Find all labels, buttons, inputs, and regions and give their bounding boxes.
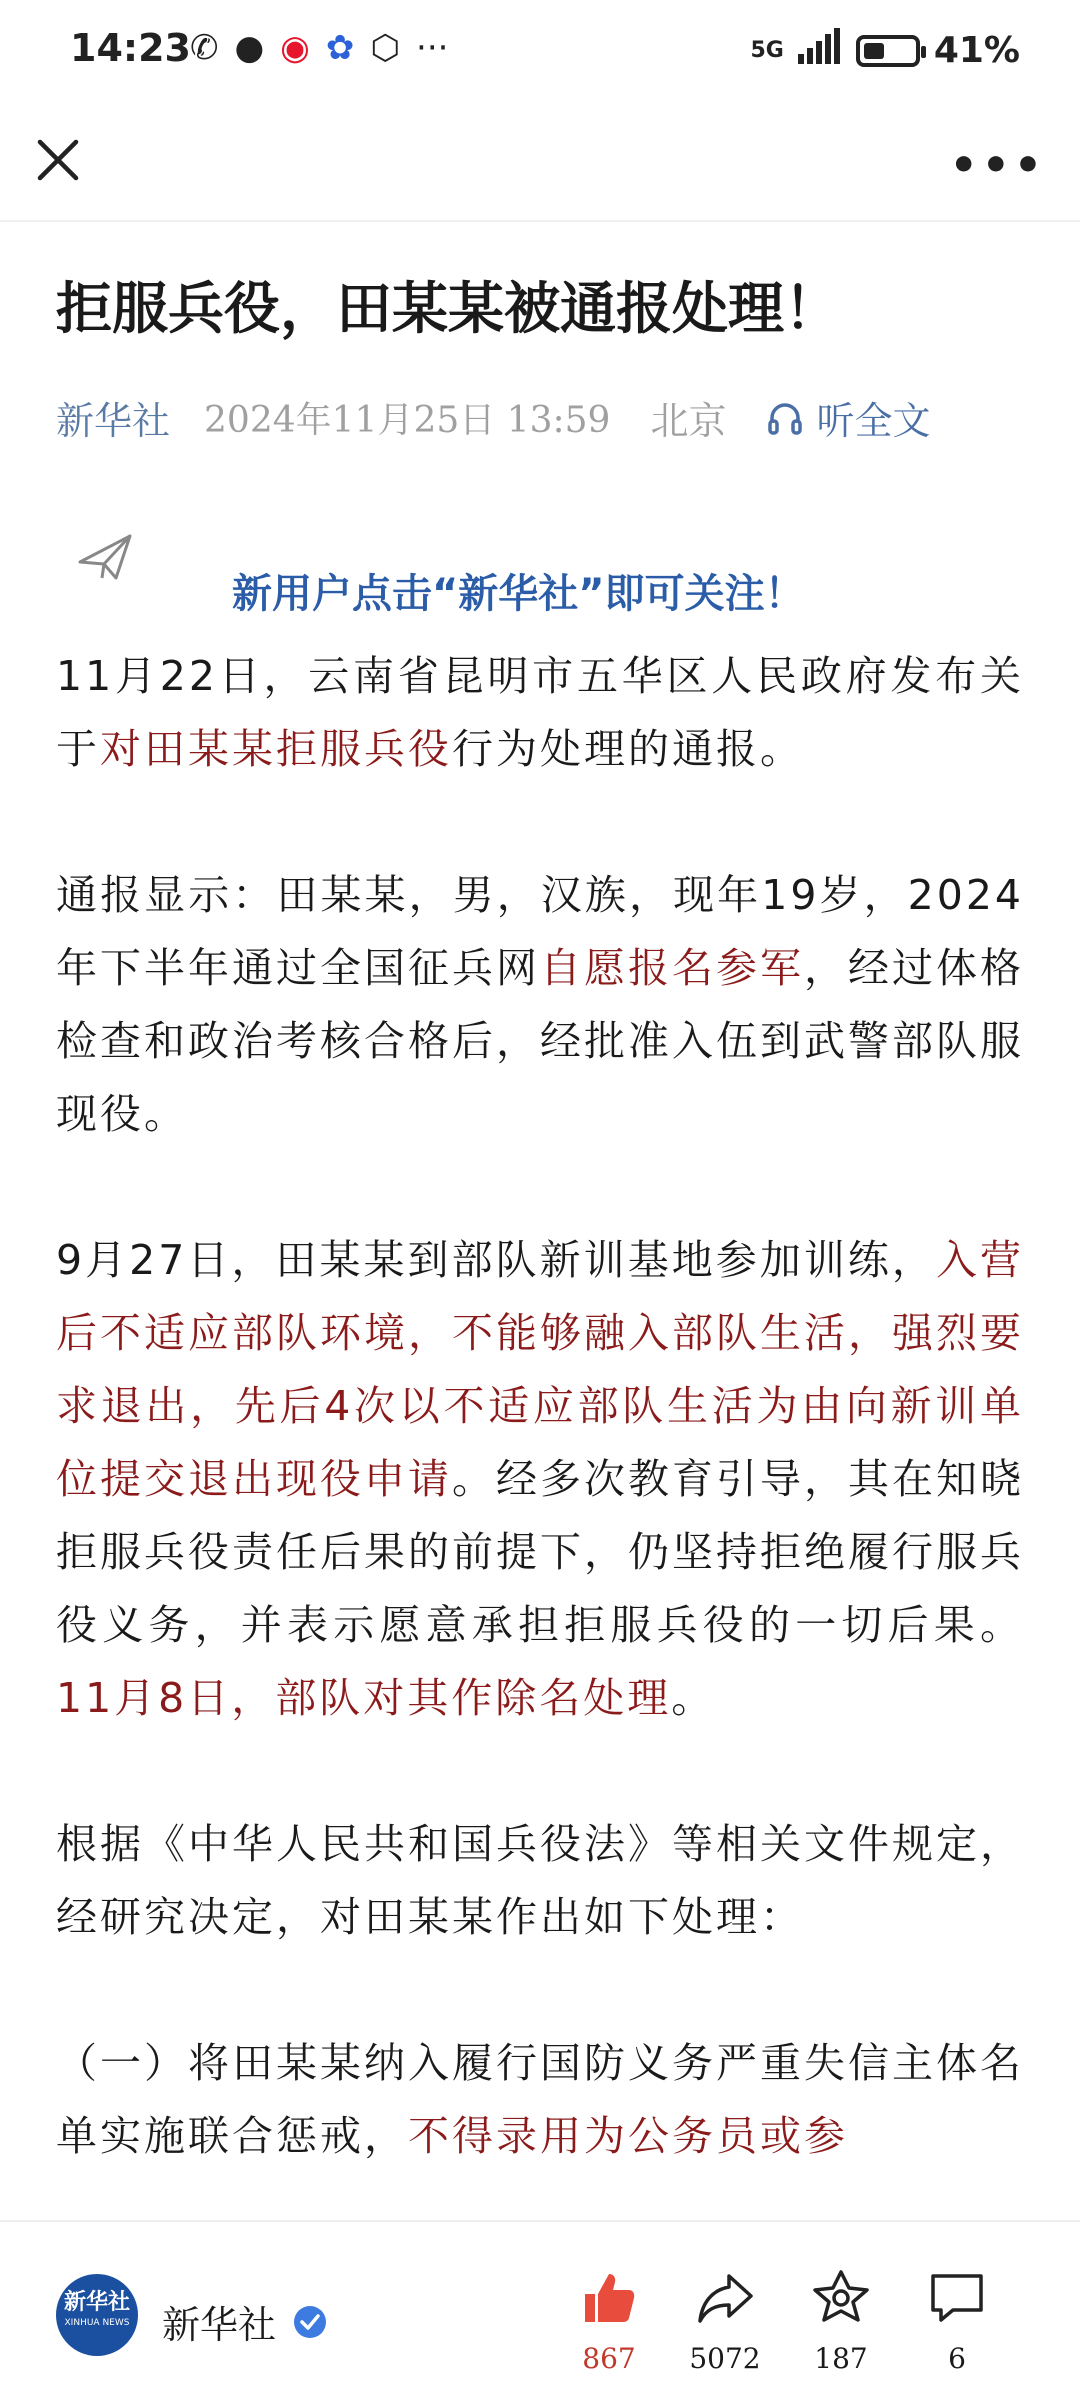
article-title: 拒服兵役，田某某被通报处理！ xyxy=(56,277,840,342)
paragraph-1 xyxy=(56,640,1024,786)
p3-text-b: 。经多次教育引导，其在知晓拒服兵役责任后果的前提下，仍坚持拒绝履行服兵役义务，并表示愿意承担拒服兵役的一切后果。 xyxy=(56,1455,1024,1649)
follow-banner[interactable] xyxy=(76,530,1036,617)
article-city: 北京 xyxy=(650,399,727,443)
p3-highlight-1: 入营后不适应部队环境，不能够融入部队生活，强烈要求退出，先后4次以不适应部队生活为由向新训单位提交退出现役申请 xyxy=(56,1236,1025,1503)
logo-text: 新华社 xyxy=(63,2290,130,2315)
headphones-icon xyxy=(766,399,804,437)
notification-icons xyxy=(190,28,448,68)
chat-icon: ● xyxy=(234,28,265,68)
paper-plane-icon xyxy=(76,530,136,586)
logo-subtext: XINHUA NEWS xyxy=(64,2318,130,2328)
publisher-logo[interactable] xyxy=(56,2274,138,2356)
publisher-label: 新华社 xyxy=(162,2303,277,2347)
paragraph-2 xyxy=(56,859,1024,1151)
follow-notice: 新用户点击“新华社”即可关注！ xyxy=(232,571,805,617)
verified-icon xyxy=(292,2304,328,2340)
nav-bar xyxy=(0,100,1080,222)
article-meta xyxy=(56,390,930,445)
p5-text-a: （一）将田某某纳入履行国防义务严重失信主体名单实施联合惩戒， xyxy=(56,2039,1024,2160)
signal-icon xyxy=(798,28,842,73)
like-count: 867 xyxy=(582,2342,636,2375)
like-button[interactable] xyxy=(564,2268,654,2375)
missed-call-icon: ✆ xyxy=(190,28,219,68)
p1-text-b: 行为处理的通报。 xyxy=(452,725,804,773)
share-button[interactable] xyxy=(680,2268,770,2375)
battery-percent: 41% xyxy=(933,30,1020,71)
close-icon[interactable] xyxy=(30,132,86,188)
paragraph-3 xyxy=(56,1224,1024,1735)
p3-text-a: 9月27日，田某某到部队新训基地参加训练， xyxy=(56,1236,936,1284)
paragraph-5 xyxy=(56,2027,1024,2173)
comment-button[interactable] xyxy=(912,2268,1002,2375)
bottom-action-bar xyxy=(0,2220,1080,2402)
baidu-icon: ✿ xyxy=(325,28,355,68)
p2-text-a: 通报显示：田某某，男，汉族，现年19岁，2024年下半年通过全国征兵网 xyxy=(56,871,1024,992)
share-count: 5072 xyxy=(689,2342,761,2375)
listen-button[interactable] xyxy=(766,390,930,445)
p5-highlight: 不得录用为公务员或参 xyxy=(408,2112,848,2160)
weibo-icon: ◉ xyxy=(280,28,310,68)
network-type: 5G xyxy=(750,37,784,63)
p2-text-b: ，经过体格检查和政治考核合格后，经批准入伍到武警部队服现役。 xyxy=(56,944,1024,1138)
share-icon xyxy=(695,2268,755,2328)
article-date: 2024年11月25日 13:59 xyxy=(204,400,611,441)
p3-text-c: 。 xyxy=(671,1674,716,1722)
status-right xyxy=(750,28,1020,73)
p2-highlight: 自愿报名参军 xyxy=(540,944,804,992)
comment-icon xyxy=(927,2268,987,2328)
thumbs-up-icon xyxy=(579,2268,639,2328)
status-time: 14:23 xyxy=(70,26,191,70)
favorite-count: 187 xyxy=(814,2342,868,2375)
listen-label: 听全文 xyxy=(816,399,931,443)
more-notifications-icon: ··· xyxy=(416,28,449,68)
battery-icon xyxy=(856,35,920,67)
publisher-name[interactable] xyxy=(162,2294,328,2349)
p1-text-a: 11月22日，云南省昆明市五华区人民政府发布关于 xyxy=(56,652,1024,773)
paragraph-4: 根据《中华人民共和国兵役法》等相关文件规定，经研究决定，对田某某作出如下处理： xyxy=(56,1820,1024,1941)
hand-icon: ⬡ xyxy=(370,28,401,68)
p1-highlight: 对田某某拒服兵役 xyxy=(100,725,452,773)
more-options-icon[interactable]: ••• xyxy=(949,140,1046,191)
star-icon xyxy=(811,2268,871,2328)
p3-highlight-2: 11月8日，部队对其作除名处理 xyxy=(56,1674,672,1722)
article-body xyxy=(56,640,1024,2246)
status-bar xyxy=(0,0,1080,100)
favorite-button[interactable] xyxy=(796,2268,886,2375)
comment-count: 6 xyxy=(948,2342,966,2375)
article-source[interactable]: 新华社 xyxy=(56,399,171,443)
